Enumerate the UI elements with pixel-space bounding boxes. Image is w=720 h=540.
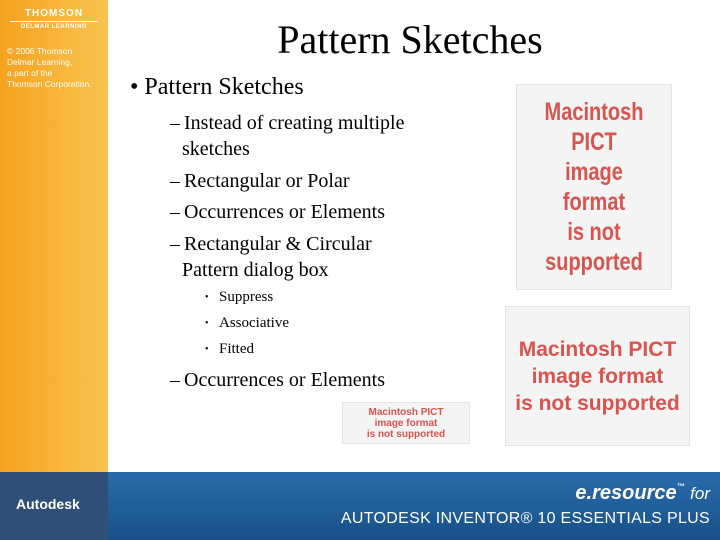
subsub-item-text: Fitted	[219, 341, 255, 357]
pict-text: is not supported	[515, 391, 680, 415]
sub-item-text: Instead of creating multiple	[184, 112, 405, 134]
pict-text: is not supported	[545, 218, 643, 276]
slide-title: Pattern Sketches	[277, 17, 543, 62]
copyright-line: Delmar Learning,	[7, 57, 73, 67]
sub-item-text: Rectangular & Circular	[184, 233, 372, 255]
copyright-line: © 2006 Thomson	[7, 46, 73, 56]
footer-right-panel	[108, 472, 720, 540]
sub-item	[170, 110, 404, 162]
pict-text: Macintosh PICT	[368, 406, 444, 418]
pict-placeholder-image	[342, 402, 470, 444]
sub-item	[170, 168, 350, 194]
thomson-delmar-logo	[6, 8, 102, 30]
eresource-for: for	[690, 484, 710, 503]
bullet-dot: •	[205, 344, 209, 356]
logo-thomson: THOMSON	[24, 8, 84, 19]
pict-text: Macintosh PICT	[518, 337, 677, 361]
logo-divider	[10, 21, 98, 22]
bullet-dot: •	[205, 318, 209, 330]
dash: –	[170, 369, 180, 391]
dash: –	[170, 201, 180, 223]
pict-placeholder-image	[516, 84, 672, 290]
sub-item-text: Pattern dialog box	[182, 259, 329, 281]
product-subtitle: AUTODESK INVENTOR® 10 ESSENTIALS PLUS	[340, 510, 710, 527]
pict-text: is not supported	[366, 428, 446, 440]
footer-left-panel	[0, 472, 108, 540]
subsub-item	[205, 315, 289, 332]
copyright-line: a part of the	[7, 68, 53, 78]
subsub-item	[205, 289, 273, 306]
copyright-line: Thomson Corporation.	[7, 79, 92, 89]
sub-item	[170, 199, 385, 225]
pict-text: image format	[374, 417, 438, 429]
subsub-item-text: Suppress	[219, 289, 274, 305]
subsub-item-text: Associative	[219, 315, 289, 331]
main-bullet-text: Pattern Sketches	[144, 74, 304, 100]
bullet-dot: •	[205, 292, 209, 304]
logo-delmar: DELMAR LEARNING	[20, 24, 88, 30]
sub-item-text: Occurrences or Elements	[184, 369, 386, 391]
trademark-symbol: ™	[676, 482, 685, 491]
copyright-text	[7, 46, 107, 90]
pict-placeholder-image	[505, 306, 690, 446]
sub-item-text: Occurrences or Elements	[184, 201, 386, 223]
main-bullet: • Pattern Sketches	[130, 74, 304, 100]
sub-item-text: Rectangular or Polar	[184, 170, 350, 192]
dash: –	[170, 112, 180, 134]
eresource-logo	[575, 482, 710, 505]
dash: –	[170, 233, 180, 255]
pict-text: image format	[562, 158, 626, 216]
dash: –	[170, 170, 180, 192]
eresource-text: e.resource	[575, 482, 677, 504]
autodesk-logo: Autodesk	[16, 496, 80, 512]
sub-item	[170, 367, 385, 393]
pict-text: Macintosh PICT	[544, 98, 644, 156]
footer-band	[0, 472, 720, 540]
subsub-item	[205, 341, 254, 358]
sub-item-text: sketches	[182, 138, 250, 160]
pict-text: image format	[531, 364, 664, 388]
sub-item	[170, 231, 372, 283]
left-sidebar	[0, 0, 108, 472]
